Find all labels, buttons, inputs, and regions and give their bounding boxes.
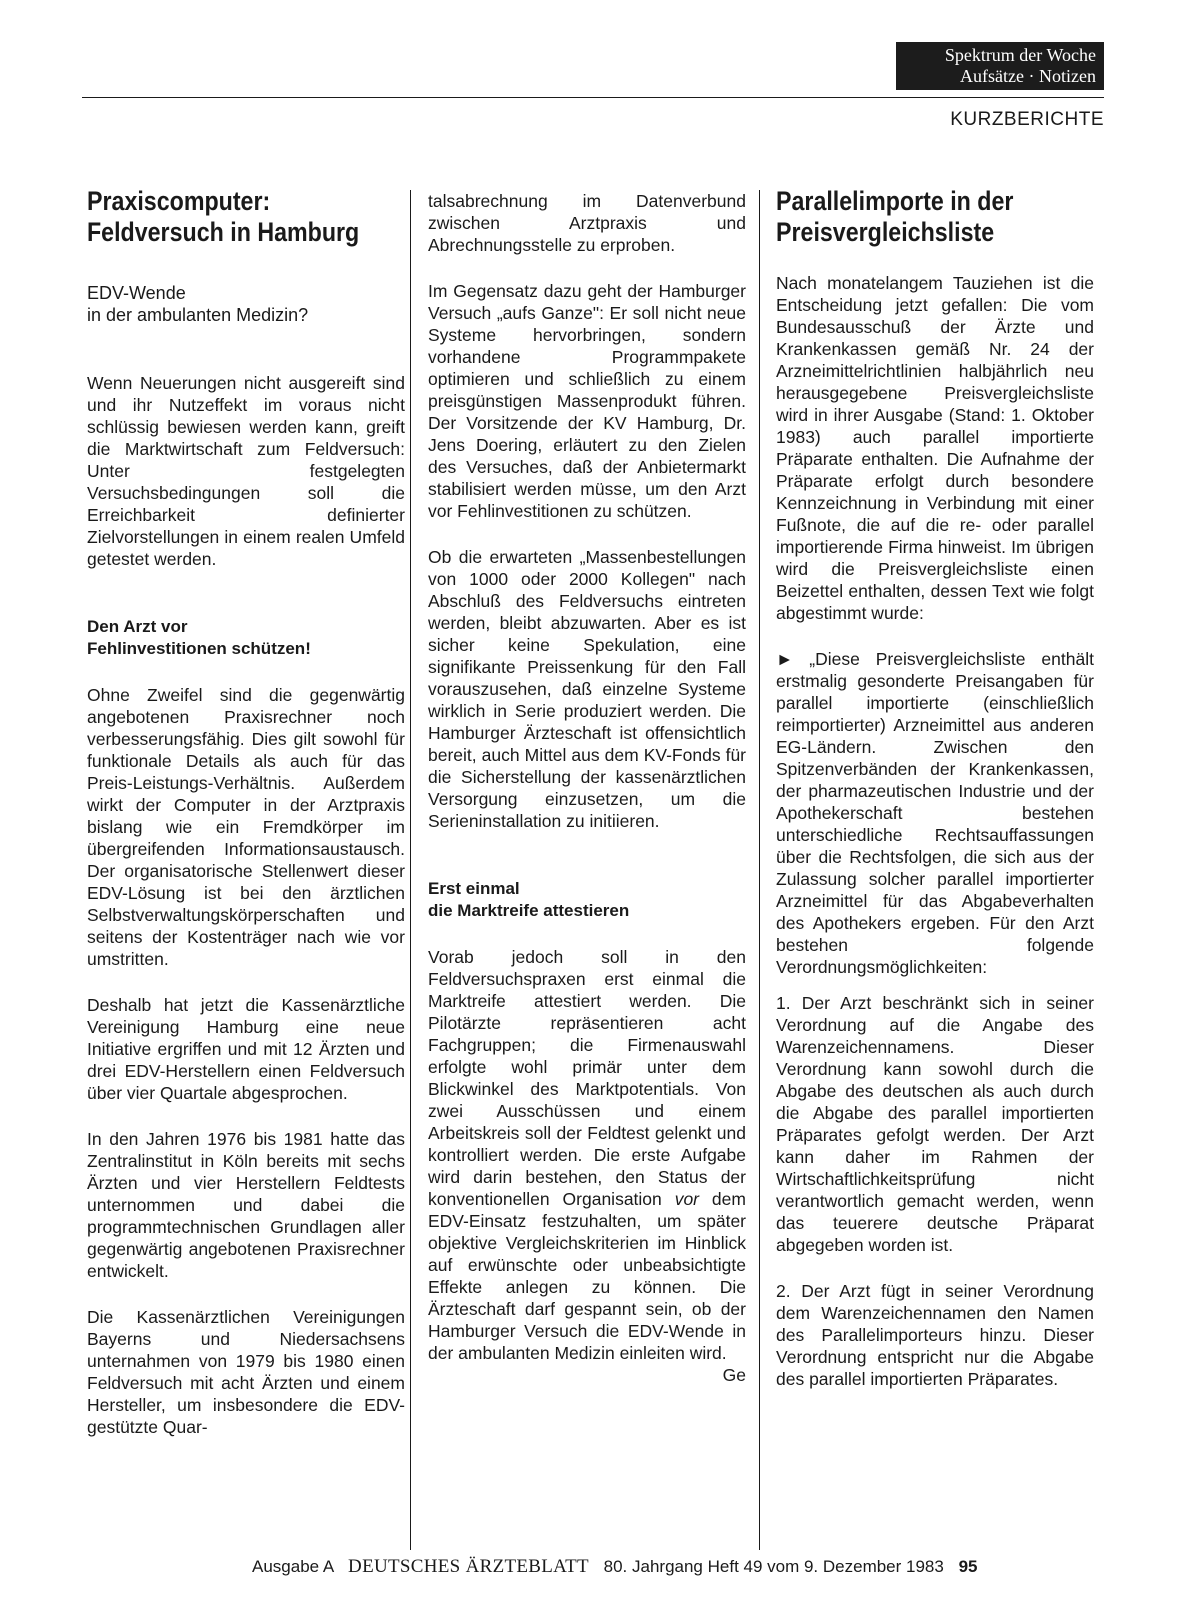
paragraph: In den Jahren 1976 bis 1981 hatte das Zentralinstitut in Köln bereits mit sechs Ärzten und vier Herstellern Feldtests unternommen und dabei die programmtechnischen Grundlagen aller gegenwärtig angebotenen Praxisrechner entwickelt.: [87, 1129, 405, 1281]
column-rule-left: [410, 190, 411, 1550]
article-title-line1: Praxiscomputer:: [87, 186, 271, 216]
page-footer: [252, 1556, 978, 1578]
column-1: [87, 186, 405, 1438]
paragraph: Ohne Zweifel sind die gegenwärtig angebotenen Praxisrechner noch verbesserungsfähig. Dies gilt sowohl für funktionale Details als auch für das Preis-Leistungs-Verhältnis. Außerdem wirkt der Computer in der Arztpraxis bislang wie ein Fremdkörper im übergreifenden Informationsaustausch. Der organisatorische Stellenwert dieser EDV-Lösung ist bei den ärztlichen Selbstverwaltungskörperschaften und seitens der Kostenträger nach wie vor umstritten.: [87, 685, 405, 969]
column-rule-right: [759, 190, 760, 1550]
article-title-line2: Preisvergleichsliste: [776, 217, 995, 247]
footer-edition: Ausgabe A: [252, 1557, 334, 1576]
page-number: 95: [958, 1557, 978, 1576]
paragraph: Die Kassenärztlichen Vereinigungen Bayerns und Niedersachsens unternahmen von 1979 bis 1980 einen Feldversuch mit acht Ärzten und einem Hersteller, um insbesondere die EDV-gestützte Quar-: [87, 1307, 405, 1437]
subheading-1-line2: Fehlinvestitionen schützen!: [87, 639, 311, 658]
paragraph: 2. Der Arzt fügt in seiner Verordnung dem Warenzeichennamen den Namen des Parallelimporteurs hinzu. Dieser Verordnung entspricht nur die Abgabe des parallel importierten Präparates.: [776, 1281, 1094, 1389]
subheading-1-line1: Den Arzt vor: [87, 617, 188, 636]
paragraph: [428, 946, 746, 1385]
paragraph: Im Gegensatz dazu geht der Hamburger Versuch „aufs Ganze": Er soll nicht neue Systeme hervorbringen, sondern vorhandene Programmpakete optimieren und schließlich zu einem preisgünstigen Massenprodukt führen. Der Vorsitzende der KV Hamburg, Dr. Jens Doering, erläutert zu den Zielen des Versuches, daß der Anbietermarkt stabilisiert werden müsse, um den Arzt vor Fehlinvestitionen zu schützen.: [428, 281, 746, 521]
paragraph-text: dem EDV-Einsatz festzuhalten, um später objektive Vergleichskriterien im Hinblick auf erwünschte oder unbeabsichtigte Effekte anlegen zu können. Die Ärzteschaft darf gespannt sein, ob der Hamburger Versuch die EDV-Wende in der ambulanten Medizin einleiten wird.: [428, 1189, 746, 1363]
article-title-line2: Feldversuch in Hamburg: [87, 217, 360, 247]
dek-line1: EDV-Wende: [87, 283, 186, 303]
paragraph: Deshalb hat jetzt die Kassenärztliche Vereinigung Hamburg eine neue Initiative ergriffen und mit 12 Ärzten und drei EDV-Herstellern einen Feldversuch über vier Quartale abgesprochen.: [87, 995, 405, 1103]
article-title-line1: Parallelimporte in der: [776, 186, 1014, 216]
article-title: [87, 186, 360, 248]
paragraph-intro: Wenn Neuerungen nicht ausgereift sind und ihr Nutzeffekt im voraus nicht schlüssig bewiesen werden kann, greift die Marktwirtschaft zum Feldversuch: Unter festgelegten Versuchsbedingungen soll die Erreichbarkeit definierter Zielvorstellungen in einem realen Umfeld getestet werden.: [87, 373, 405, 569]
subheading-2-line2: die Marktreife attestieren: [428, 901, 630, 920]
section-label: Spektrum der Woche: [944, 45, 1096, 65]
paragraph: talsabrechnung im Datenverbund zwischen Arztpraxis und Abrechnungsstelle zu erproben.: [428, 191, 746, 255]
section-tab: [896, 42, 1104, 90]
subheading-2-line1: Erst einmal: [428, 879, 520, 898]
quote-paragraph: [776, 648, 1094, 978]
subheading-1: [87, 616, 405, 660]
article-dek: [87, 282, 405, 326]
dek-line2: in der ambulanten Medizin?: [87, 305, 309, 325]
article-title: [776, 186, 1049, 248]
subheading-2: [428, 878, 746, 922]
paragraph: Ob die erwarteten „Massenbestellungen von 1000 oder 2000 Kollegen" nach Abschluß des Feldversuchs eintreten werden, bleibt abzuwarten. Aber es ist sicher keine Spekulation, eine signifikante Preissenkung für den Fall vorauszusehen, daß einzelne Systeme wirklich in Serie produziert werden. Die Hamburger Ärzteschaft ist offensichtlich bereit, auch Mittel aus dem KV-Fonds für die Sicherstellung der kassenärztlichen Versorgung einzusetzen, um die Serieninstallation zu initiieren.: [428, 547, 746, 831]
column-2: [428, 190, 746, 1386]
category-label: KURZBERICHTE: [950, 109, 1104, 130]
paragraph: Nach monatelangem Tauziehen ist die Entscheidung jetzt gefallen: Die vom Bundesausschuß der Ärzte und Krankenkassen gemäß Nr. 24 der Arzneimittelrichtlinien halbjährlich neu herausgegebene Preisvergleichsliste wird in ihrer Ausgabe (Stand: 1. Oktober 1983) auch parallel importierte Präparate enthalten. Die Aufnahme der Präparate erfolgt durch besondere Kennzeichnung in Verbindung mit einer Fußnote, die auf die re- oder parallel importierende Firma hinweist. Im übrigen wird die Preisvergleichsliste einen Beizettel enthalten, dessen Text wie folgt abgestimmt wurde:: [776, 273, 1094, 623]
paragraph-text: Vorab jedoch soll in den Feldversuchspraxen erst einmal die Marktreife attestiert werden. Die Pilotärzte repräsentieren acht Fachgruppen; die Firmenauswahl erfolgte wohl primär unter dem Blickwinkel des Marktpotentials. Von zwei Ausschüssen und einem Arbeitskreis soll der Feldtest gelenkt und kontrolliert werden. Die erste Aufgabe wird darin bestehen, den Status der konventionellen Organisation: [428, 947, 746, 1209]
triangle-bullet-icon: ►: [776, 649, 794, 669]
section-sublabel: Aufsätze · Notizen: [960, 66, 1096, 86]
author-signature: Ge: [722, 1365, 746, 1385]
footer-journal: DEUTSCHES ÄRZTEBLATT: [348, 1556, 589, 1577]
paragraph-text: „Diese Preisvergleichsliste enthält erstmalig gesonderte Preisangaben für parallel importierte (einschließlich reimportierter) Arzneimittel aus anderen EG-Ländern. Zwischen den Spitzenverbänden der Krankenkassen, der pharmazeutischen Industrie und der Apothekerschaft bestehen unterschiedliche Rechtsauffassungen über die Rechtsfolgen, die sich aus der Zulassung solcher parallel importierter Arzneimittel für das Abgabeverhalten des Apothekers ergeben. Für den Arzt bestehen folgende Verordnungsmöglichkeiten:: [776, 649, 1094, 977]
paragraph: 1. Der Arzt beschränkt sich in seiner Verordnung auf die Angabe des Warenzeichennamens. Dieser Verordnung kann sowohl durch die Abgabe des deutschen als auch durch die Abgabe des parallel importierten Präparates gefolgt werden. Der Arzt kann daher im Rahmen der Wirtschaftlichkeitsprüfung nicht verantwortlich gemacht werden, wenn das teuerere deutsche Präparat abgegeben worden ist.: [776, 993, 1094, 1255]
emphasis: vor: [674, 1189, 699, 1209]
footer-issue: 80. Jahrgang Heft 49 vom 9. Dezember 1983: [603, 1557, 944, 1576]
header-rule: [82, 97, 1104, 98]
column-3: [776, 186, 1094, 1390]
